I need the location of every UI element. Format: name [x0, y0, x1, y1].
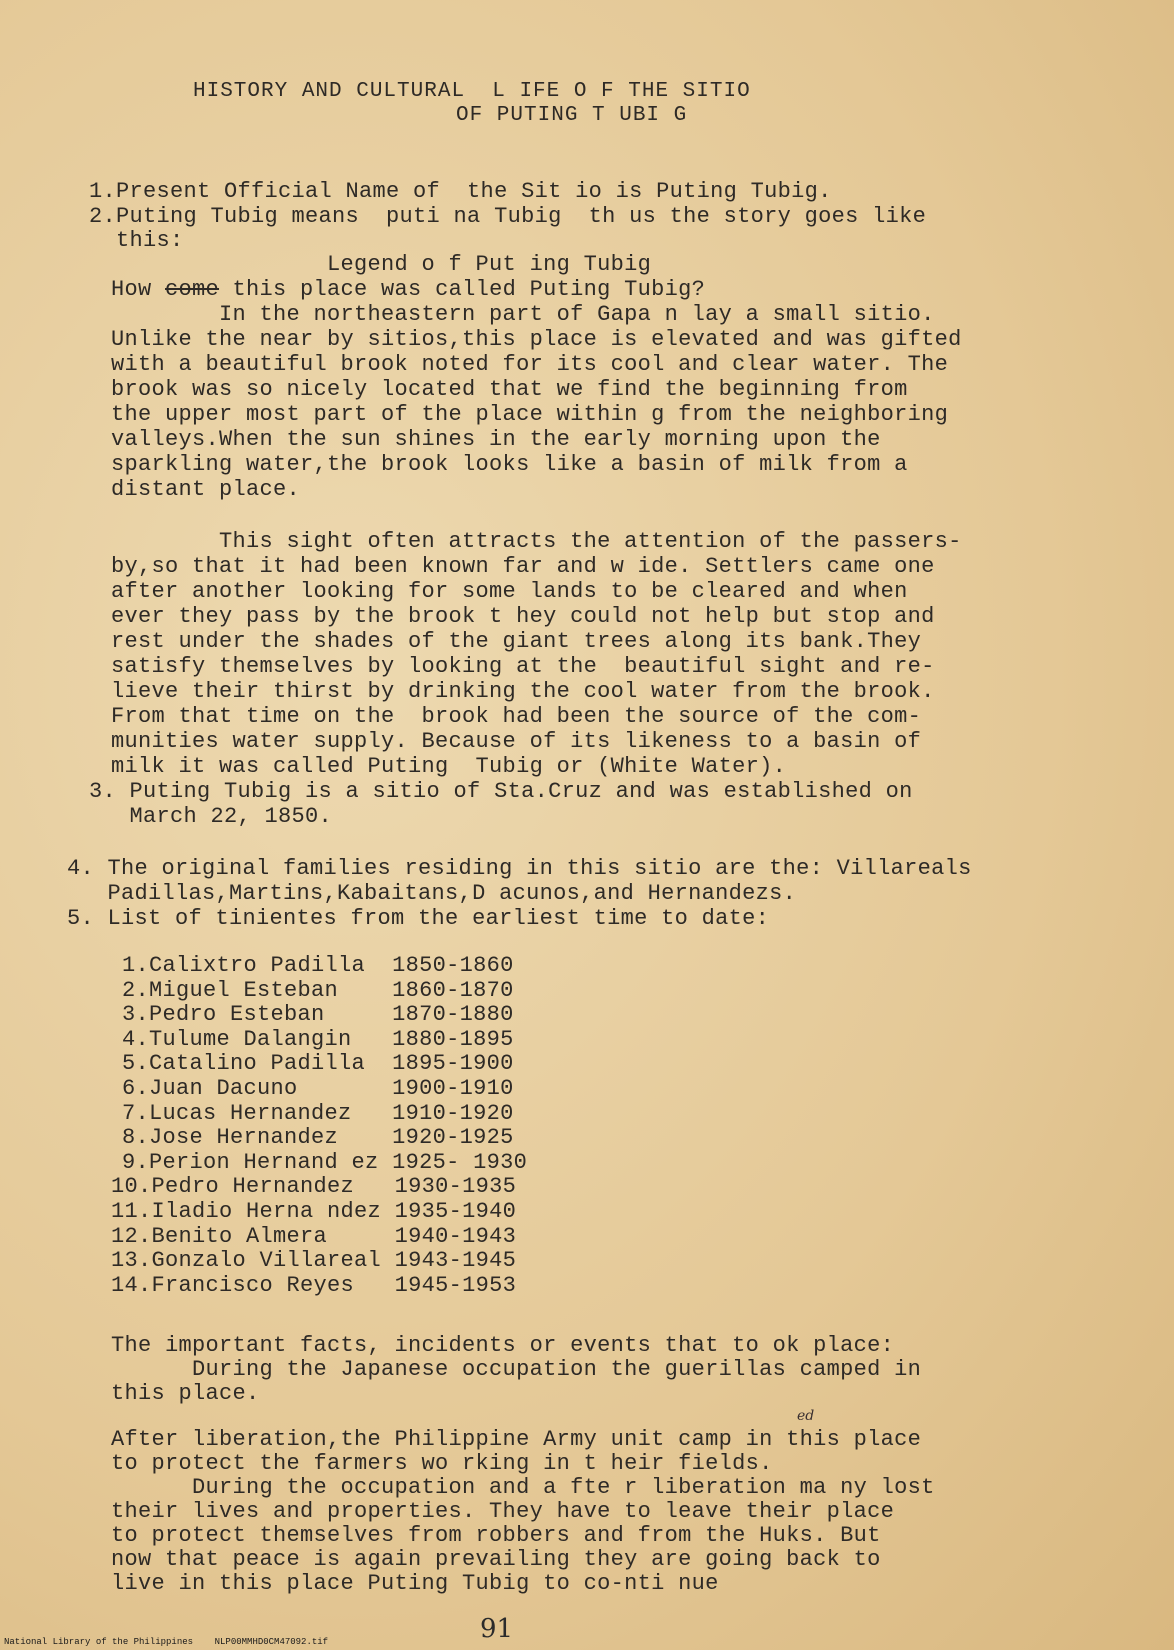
struck-word: come	[165, 277, 220, 302]
teniente-name: Benito Almera	[151, 1223, 382, 1249]
teniente-years: 1935-1940	[394, 1199, 517, 1224]
teniente-name: Calixtro Padilla	[149, 953, 379, 978]
teniente-name: Perion Hernand ez	[149, 1149, 379, 1175]
teniente-row	[122, 954, 514, 978]
archive-footer: National Library of the Philippines NLP00MMHD0CM47092.tif	[4, 1637, 329, 1647]
closing-line: live in this place Puting Tubig to co-nti nue	[111, 1571, 719, 1596]
paragraph-1-line: distant place.	[111, 477, 301, 502]
closing-line: to protect the farmers wo rking in t heir fields.	[111, 1451, 773, 1476]
teniente-years: 1945-1953	[394, 1272, 517, 1298]
closing-line: their lives and properties. They have to leave their place	[111, 1499, 895, 1524]
teniente-name: Lucas Hernandez	[149, 1100, 379, 1126]
teniente-number: 4.	[122, 1026, 150, 1052]
teniente-name: Pedro Esteban	[149, 1002, 379, 1028]
closing-line: After liberation,the Philippine Army unit camp in this place	[111, 1427, 922, 1452]
paragraph-2-line: satisfy themselves by looking at the beautiful sight and re-	[111, 654, 935, 679]
teniente-years: 1870-1880	[392, 1002, 514, 1028]
teniente-years: 1920-1925	[392, 1125, 514, 1151]
paragraph-2-line: From that time on the brook had been the source of the com-	[111, 704, 922, 729]
legend-heading: Legend o f Put ing Tubig	[111, 252, 652, 277]
closing-line: The important facts, incidents or events that to ok place:	[111, 1333, 895, 1358]
paragraph-1-line: with a beautiful brook noted for its cool and clear water. The	[111, 352, 949, 377]
teniente-row	[122, 1028, 514, 1052]
teniente-row	[122, 1003, 514, 1027]
closing-line: to protect themselves from robbers and from the Huks. But	[111, 1523, 881, 1548]
teniente-name: Catalino Padilla	[149, 1051, 379, 1077]
teniente-name: Tulume Dalangin	[149, 1026, 379, 1052]
document-title-line-2: OF PUTING T UBI G	[456, 104, 688, 127]
item-2-meaning-cont: this:	[89, 228, 184, 253]
paragraph-2-line: after another looking for some lands to be cleared and when	[111, 579, 908, 604]
teniente-row	[111, 1175, 516, 1199]
item-5-tinientes-heading: 5. List of tinientes from the earliest time to date:	[67, 906, 770, 931]
teniente-number: 5.	[122, 1051, 150, 1077]
document-title-line-1: HISTORY AND CULTURAL L IFE O F THE SITIO	[193, 80, 751, 103]
paragraph-1-line: sparkling water,the brook looks like a basin of milk from a	[111, 452, 908, 477]
paragraph-1-line: In the northeastern part of Gapa n lay a small sitio.	[111, 302, 935, 327]
teniente-name: Miguel Esteban	[149, 977, 379, 1003]
teniente-years: 1895-1900	[392, 1051, 514, 1077]
teniente-row	[122, 979, 514, 1003]
paragraph-1-line: brook was so nicely located that we find the beginning from	[111, 377, 908, 402]
teniente-name: Gonzalo Villareal	[151, 1248, 382, 1274]
legend-question-rest: this place was called Puting Tubig?	[219, 277, 706, 302]
teniente-row	[122, 1102, 514, 1126]
closing-line: now that peace is again prevailing they are going back to	[111, 1547, 881, 1572]
teniente-row	[122, 1126, 514, 1150]
item-3-date: March 22, 1850.	[89, 804, 333, 829]
teniente-number: 14.	[111, 1272, 152, 1298]
teniente-number: 11.	[111, 1199, 152, 1224]
paragraph-2-line: This sight often attracts the attention of the passers-	[111, 529, 962, 554]
teniente-number: 12.	[111, 1223, 152, 1249]
teniente-years: 1900-1910	[392, 1076, 514, 1101]
teniente-years: 1930-1935	[394, 1174, 517, 1200]
page-number: 91	[480, 1614, 514, 1644]
teniente-number: 1.	[122, 953, 150, 978]
teniente-years: 1850-1860	[392, 953, 514, 978]
paragraph-2-line: by,so that it had been known far and w ide. Settlers came one	[111, 554, 935, 579]
teniente-name: Francisco Reyes	[151, 1272, 382, 1298]
teniente-number: 8.	[122, 1125, 150, 1151]
teniente-name: Juan Dacuno	[149, 1076, 379, 1101]
teniente-number: 10.	[111, 1174, 152, 1200]
teniente-number: 2.	[122, 977, 150, 1003]
teniente-years: 1860-1870	[392, 977, 514, 1003]
legend-question	[111, 278, 705, 302]
teniente-row	[122, 1077, 514, 1101]
paragraph-1-line: valleys.When the sun shines in the early morning upon the	[111, 427, 881, 452]
teniente-years: 1940-1943	[394, 1223, 517, 1249]
teniente-row	[122, 1052, 514, 1076]
item-3-establishment: 3. Puting Tubig is a sitio of Sta.Cruz and was established on	[89, 779, 913, 804]
item-2-meaning: 2.Puting Tubig means puti na Tubig th us the story goes like	[89, 204, 927, 229]
item-4-families-cont: Padillas,Martins,Kabaitans,D acunos,and Hernandezs.	[67, 881, 797, 906]
teniente-years: 1880-1895	[392, 1026, 514, 1052]
closing-line: During the occupation and a fte r liberation ma ny lost	[111, 1475, 935, 1500]
teniente-row	[111, 1274, 516, 1298]
paragraph-2-line: lieve their thirst by drinking the cool water from the brook.	[111, 679, 935, 704]
teniente-years: 1910-1920	[392, 1100, 514, 1126]
handwritten-annotation: ed	[797, 1408, 815, 1424]
teniente-row	[111, 1200, 516, 1224]
teniente-name: Iladio Herna ndez	[151, 1199, 382, 1224]
teniente-number: 7.	[122, 1100, 150, 1126]
teniente-name: Pedro Hernandez	[151, 1174, 382, 1200]
teniente-number: 9.	[122, 1149, 150, 1175]
teniente-number: 3.	[122, 1002, 150, 1028]
teniente-number: 6.	[122, 1076, 150, 1101]
paragraph-2-line: milk it was called Puting Tubig or (White Water).	[111, 754, 787, 779]
item-1-official-name: 1.Present Official Name of the Sit io is Puting Tubig.	[89, 179, 832, 204]
paragraph-1-line: the upper most part of the place within g from the neighboring	[111, 402, 949, 427]
teniente-name: Jose Hernandez	[149, 1125, 379, 1151]
closing-line: this place.	[111, 1381, 260, 1406]
paragraph-2-line: rest under the shades of the giant trees along its bank.They	[111, 629, 922, 654]
item-4-families: 4. The original families residing in this sitio are the: Villareals	[67, 856, 972, 881]
teniente-years: 1943-1945	[394, 1248, 517, 1274]
teniente-row	[111, 1249, 516, 1273]
closing-line: During the Japanese occupation the guerillas camped in	[111, 1357, 922, 1382]
paragraph-1-line: Unlike the near by sitios,this place is elevated and was gifted	[111, 327, 962, 352]
paragraph-2-line: ever they pass by the brook t hey could not help but stop and	[111, 604, 935, 629]
teniente-row	[111, 1225, 516, 1249]
paragraph-2-line: munities water supply. Because of its likeness to a basin of	[111, 729, 922, 754]
legend-question-prefix: How	[111, 277, 166, 302]
teniente-years: 1925- 1930	[392, 1149, 528, 1175]
teniente-row	[122, 1151, 527, 1175]
teniente-number: 13.	[111, 1248, 152, 1274]
